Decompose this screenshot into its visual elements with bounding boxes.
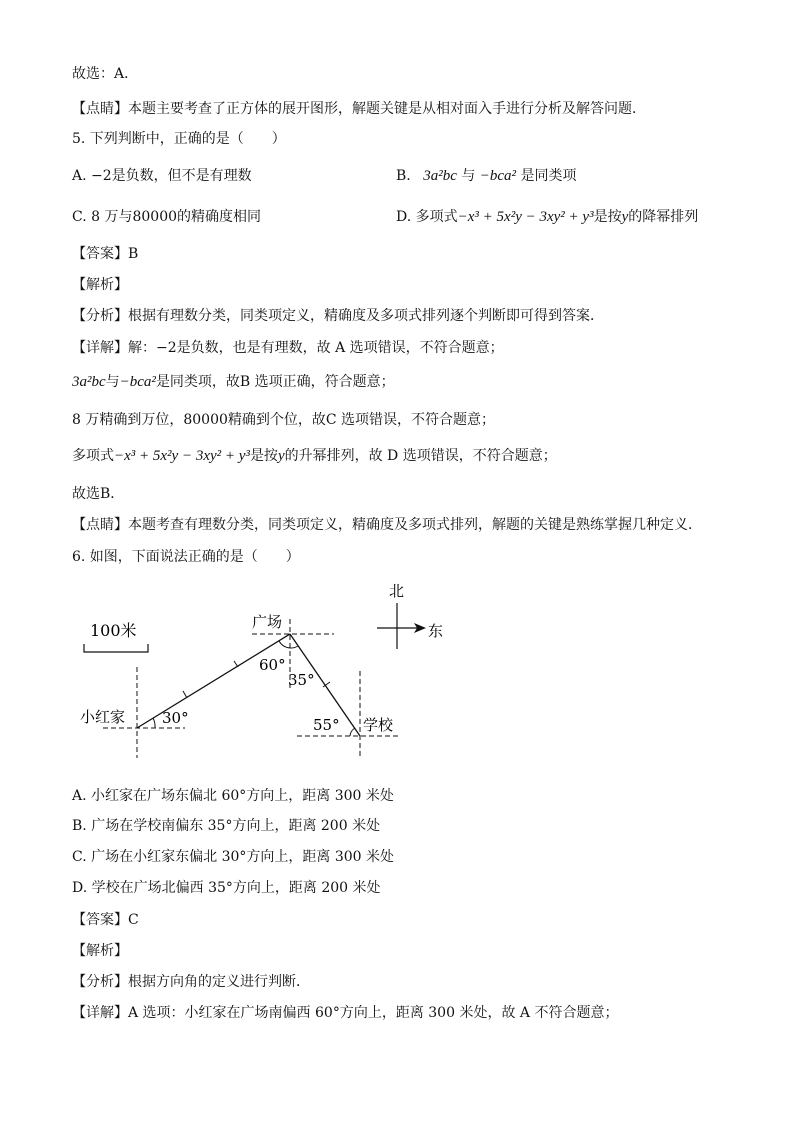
math-variable: y — [277, 448, 285, 464]
text: 是同类项，故B 选项正确，符合题意； — [155, 374, 395, 390]
analysis-text: 【分析】根据方向角的定义进行判断． — [72, 974, 310, 990]
option-6b: B. 广场在学校南偏东 35°方向上，距离 200 米处 — [72, 818, 381, 834]
segment-tick — [234, 661, 238, 667]
east-label: 东 — [428, 622, 444, 640]
angle-arc-55 — [350, 728, 355, 736]
option-label: B. — [396, 168, 411, 184]
angle-arc-35 — [290, 646, 298, 648]
text-line: 【点睛】本题主要考查了正方体的展开图形，解题关键是从相对面入手进行分析及解答问题． — [72, 101, 646, 117]
segment-tick — [183, 691, 187, 698]
answer-label: 【答案】C — [72, 912, 139, 928]
option-6a: A. 小红家在广场东偏北 60°方向上，距离 300 米处 — [72, 788, 394, 804]
analysis-label: 【解析】 — [72, 943, 128, 959]
option-5c: C. 8 万与80000的精确度相同 — [72, 209, 262, 225]
text-line: 故选：A． — [72, 66, 139, 82]
detail-text — [72, 446, 557, 466]
question-5-stem: 5. 下列判断中，正确的是（ ） — [72, 131, 286, 147]
text: 的降幂排列 — [628, 209, 699, 225]
math-expression: 3a²bc — [72, 374, 106, 390]
text: 与 — [105, 374, 120, 390]
angle-label-55: 55° — [313, 716, 340, 734]
option-5a: A. −2是负数，但不是有理数 — [72, 168, 252, 184]
angle-arc-30 — [153, 718, 155, 728]
text: 多项式 — [72, 448, 114, 464]
option-5d — [396, 207, 698, 227]
detail-text: 8 万精确到万位，80000精确到个位，故C 选项错误，不符合题意； — [72, 412, 496, 428]
detail-text: 【详解】解：−2是负数，也是有理数，故 A 选项错误，不符合题意； — [72, 340, 504, 356]
home-label: 小红家 — [80, 708, 126, 726]
math-variable: y — [621, 209, 629, 225]
option-6d: D. 学校在广场北偏西 35°方向上，距离 200 米处 — [72, 880, 381, 896]
text-line: 【点睛】本题考查有理数分类，同类项定义，精确度及多项式排列，解题的关键是熟练掌握几种定义． — [72, 517, 702, 533]
option-6c: C. 广场在小红家东偏北 30°方向上，距离 300 米处 — [72, 849, 394, 865]
question-6-stem: 6. 如图，下面说法正确的是（ ） — [72, 549, 300, 565]
school-label: 学校 — [363, 716, 394, 734]
detail-text: 【详解】A 选项：小红家在广场南偏西 60°方向上，距离 300 米处，故 A 不符合题意； — [72, 1005, 619, 1021]
text: 是按 — [593, 209, 622, 225]
text: D. 多项式 — [396, 209, 458, 225]
direction-diagram — [0, 575, 794, 775]
analysis-label: 【解析】 — [72, 277, 128, 293]
text: 是按 — [249, 448, 278, 464]
math-expression: −bca² — [479, 168, 517, 184]
text: 是同类项 — [520, 168, 577, 184]
angle-label-35: 35° — [288, 671, 315, 689]
text-line: 故选B． — [72, 486, 125, 502]
answer-label: 【答案】B — [72, 246, 139, 262]
option-5b — [396, 166, 577, 186]
scale-label: 100米 — [90, 621, 137, 640]
angle-label-60: 60° — [259, 656, 286, 674]
math-expression: 3a²bc — [423, 168, 457, 184]
math-expression: −bca² — [119, 374, 156, 390]
analysis-text: 【分析】根据有理数分类，同类项定义，精确度及多项式排列逐个判断即可得到答案． — [72, 308, 604, 324]
plaza-label: 广场 — [252, 613, 283, 631]
home-to-plaza-segment — [137, 634, 290, 728]
math-expression: −x³ + 5x²y − 3xy² + y³ — [114, 448, 250, 464]
text: 的升幂排列，故 D 选项错误，不符合题意； — [284, 448, 557, 464]
math-expression: −x³ + 5x²y − 3xy² + y³ — [457, 209, 594, 225]
scale-bar — [84, 644, 148, 652]
angle-label-30: 30° — [162, 709, 189, 727]
north-label: 北 — [389, 582, 405, 600]
text: 与 — [461, 168, 476, 184]
detail-text — [72, 372, 395, 392]
angle-arc-60 — [279, 641, 290, 648]
